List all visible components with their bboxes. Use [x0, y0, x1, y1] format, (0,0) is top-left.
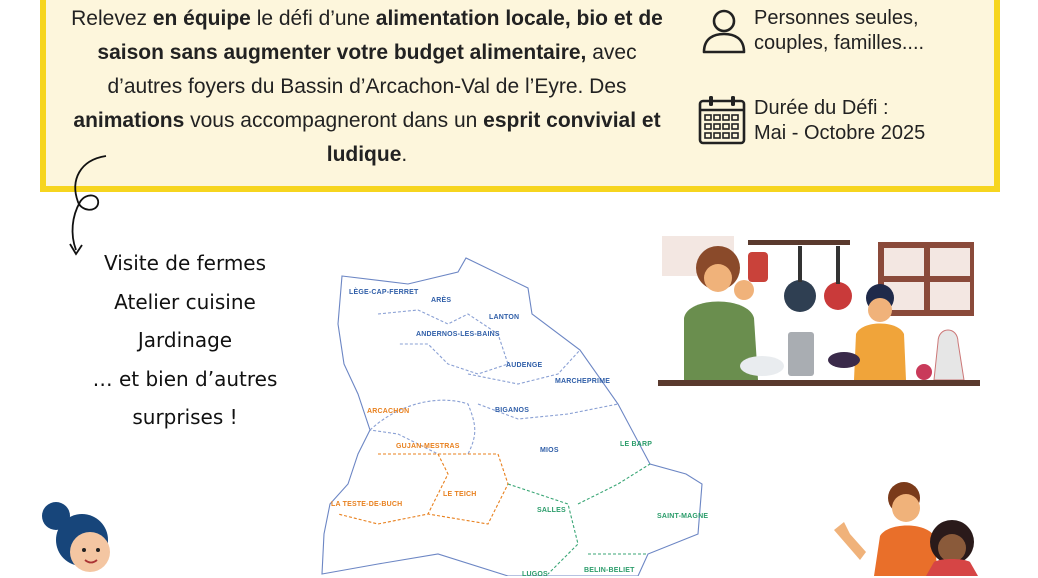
- duration-line-2: Mai - Octobre 2025: [754, 122, 926, 144]
- town-salles: SALLES: [537, 507, 566, 514]
- intro-bold-animations: animations: [73, 109, 185, 132]
- town-audenge: AUDENGE: [506, 362, 543, 369]
- audience-info: [754, 6, 924, 56]
- town-andernos-les-bains: ANDERNOS-LES-BAINS: [416, 331, 500, 338]
- town-ares: ARÈS: [431, 297, 452, 304]
- intro-bold-team: en équipe: [152, 7, 251, 30]
- woman-illustration: [30, 500, 120, 576]
- town-le-teich: LE TEICH: [443, 491, 477, 498]
- town-belin-beliet: BELIN-BELIET: [584, 567, 635, 574]
- town-le-barp: LE BARP: [620, 441, 653, 448]
- cooking-illustration: [658, 232, 980, 392]
- town-arcachon: ARCACHON: [367, 408, 410, 415]
- activity-more: … et bien d’autres: [92, 366, 278, 391]
- town-biganos: BIGANOS: [495, 407, 530, 414]
- intro-text-part: le défi d’une: [250, 7, 376, 30]
- town-lugos: LUGOS: [522, 571, 548, 578]
- activity-gardening: Jardinage: [137, 328, 233, 352]
- intro-text-part: .: [401, 143, 408, 166]
- person-icon: [702, 8, 746, 54]
- town-marcheprime: MARCHEPRIME: [555, 378, 611, 385]
- activity-surprises: surprises !: [132, 405, 238, 429]
- calendar-icon: [698, 95, 746, 145]
- activity-farm-visit: Visite de fermes: [103, 251, 267, 275]
- duration-info: [754, 96, 925, 146]
- duration-line-1: Durée du Défi :: [754, 97, 889, 119]
- audience-line-1: Personnes seules,: [754, 7, 919, 29]
- intro-text-part: vous accompagneront dans un: [184, 109, 484, 132]
- activities-list: [60, 244, 310, 437]
- town-lanton: LANTON: [489, 314, 520, 321]
- intro-text-part: Relevez: [71, 7, 153, 30]
- people-waving-illustration: [830, 478, 1000, 576]
- intro-text: [62, 2, 672, 172]
- town-la-teste-de-buch: LA TESTE-DE-BUCH: [331, 501, 403, 508]
- intro-bold-food: alimentation locale, bio et de saison sans augmenter votre budget alimentaire,: [97, 7, 663, 64]
- audience-line-2: couples, familles....: [754, 32, 925, 54]
- town-saint-magne: SAINT-MAGNE: [657, 513, 709, 520]
- intro-bold-spirit: esprit convivial et ludique: [326, 109, 661, 166]
- town-mios: MIOS: [540, 447, 559, 454]
- town-lege-cap-ferret: LÈGE-CAP-FERRET: [349, 289, 419, 296]
- town-gujan-mestras: GUJAN-MESTRAS: [396, 443, 460, 450]
- activity-cooking: Atelier cuisine: [114, 289, 256, 314]
- intro-text-part: avec d’autres foyers du Bassin d’Arcachon-Val de l’Eyre. Des: [107, 41, 637, 98]
